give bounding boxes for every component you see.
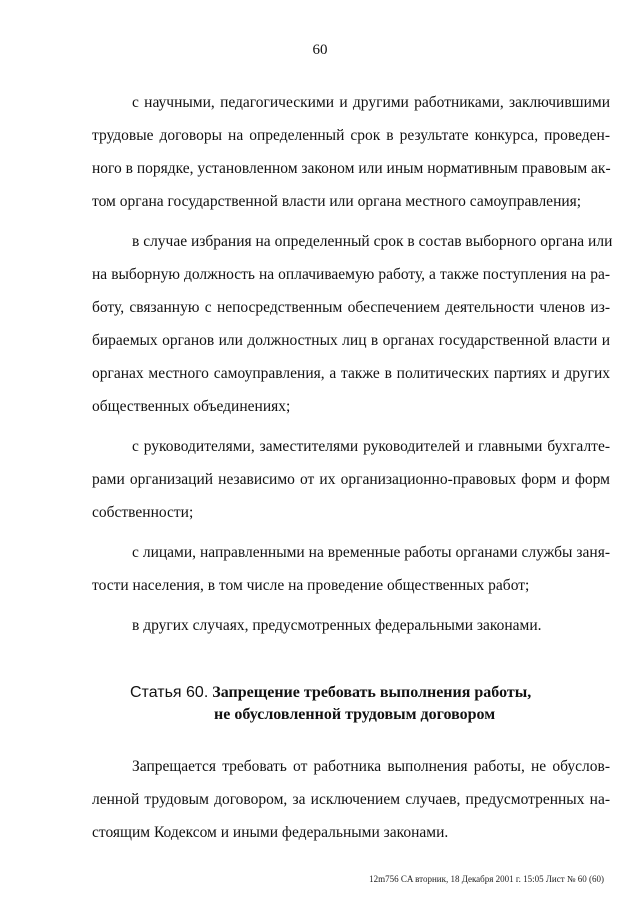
text-line: с лицами, направленными на временные работы органами службы заня-: [132, 544, 610, 561]
article-heading: [130, 682, 600, 726]
text-line: с руководителями, заместителями руководителей и главными бухгалте-: [132, 438, 610, 455]
text-line: с научными, педагогическими и другими работниками, заключившими: [132, 94, 610, 111]
paragraph-managers-accountants: [92, 430, 610, 529]
text-line: в других случаях, предусмотренных федеральными законами.: [132, 617, 542, 634]
article-title-continuation: не обусловленной трудовым договором: [214, 706, 496, 723]
text-line: общественных объединениях;: [92, 398, 291, 415]
text-line: бираемых органов или должностных лиц в органах государственной власти и: [92, 332, 610, 349]
text-line: ленной трудовым договором, за исключением случаев, предусмотренных на-: [92, 791, 610, 808]
text-line: том органа государственной власти или органа местного самоуправления;: [92, 193, 582, 210]
text-line: в случае избрания на определенный срок в состав выборного органа или: [132, 233, 613, 250]
article-title: Запрещение требовать выполнения работы,: [212, 684, 532, 701]
text-line: на выборную должность на оплачиваемую работу, а также поступления на ра-: [92, 266, 610, 283]
text-line: трудовые договоры на определенный срок в результате конкурса, проведен-: [92, 127, 610, 144]
text-line: Запрещается требовать от работника выполнения работы, не обуслов-: [132, 758, 610, 775]
paragraph-other-cases: [92, 609, 610, 642]
article-body: [92, 750, 610, 856]
text-line: стоящим Кодексом и иными федеральными законами.: [92, 824, 449, 841]
text-line: ного в порядке, установленном законом или иным нормативным правовым ак-: [92, 160, 611, 177]
print-stamp: 12m756 CA вторник, 18 Декабря 2001 г. 15:05 Лист № 60 (60): [369, 874, 604, 884]
paragraph-elected-bodies: [92, 225, 613, 423]
page-number: 60: [312, 42, 328, 58]
text-line: рами организаций независимо от их организационно-правовых форм и форм: [92, 471, 610, 488]
text-line: органах местного самоуправления, а также в политических партиях и других: [92, 365, 610, 382]
paragraph-temporary-work: [92, 536, 610, 602]
article-number: Статья 60.: [130, 684, 209, 701]
text-line: тости населения, в том числе на проведение общественных работ;: [92, 577, 530, 594]
article-paragraph: [92, 750, 610, 849]
paragraph-scientific-workers: [92, 86, 610, 218]
text-line: собственности;: [92, 504, 194, 521]
text-line: боту, связанную с непосредственным обеспечением деятельности членов из-: [92, 299, 610, 316]
list-of-cases: [92, 86, 613, 649]
